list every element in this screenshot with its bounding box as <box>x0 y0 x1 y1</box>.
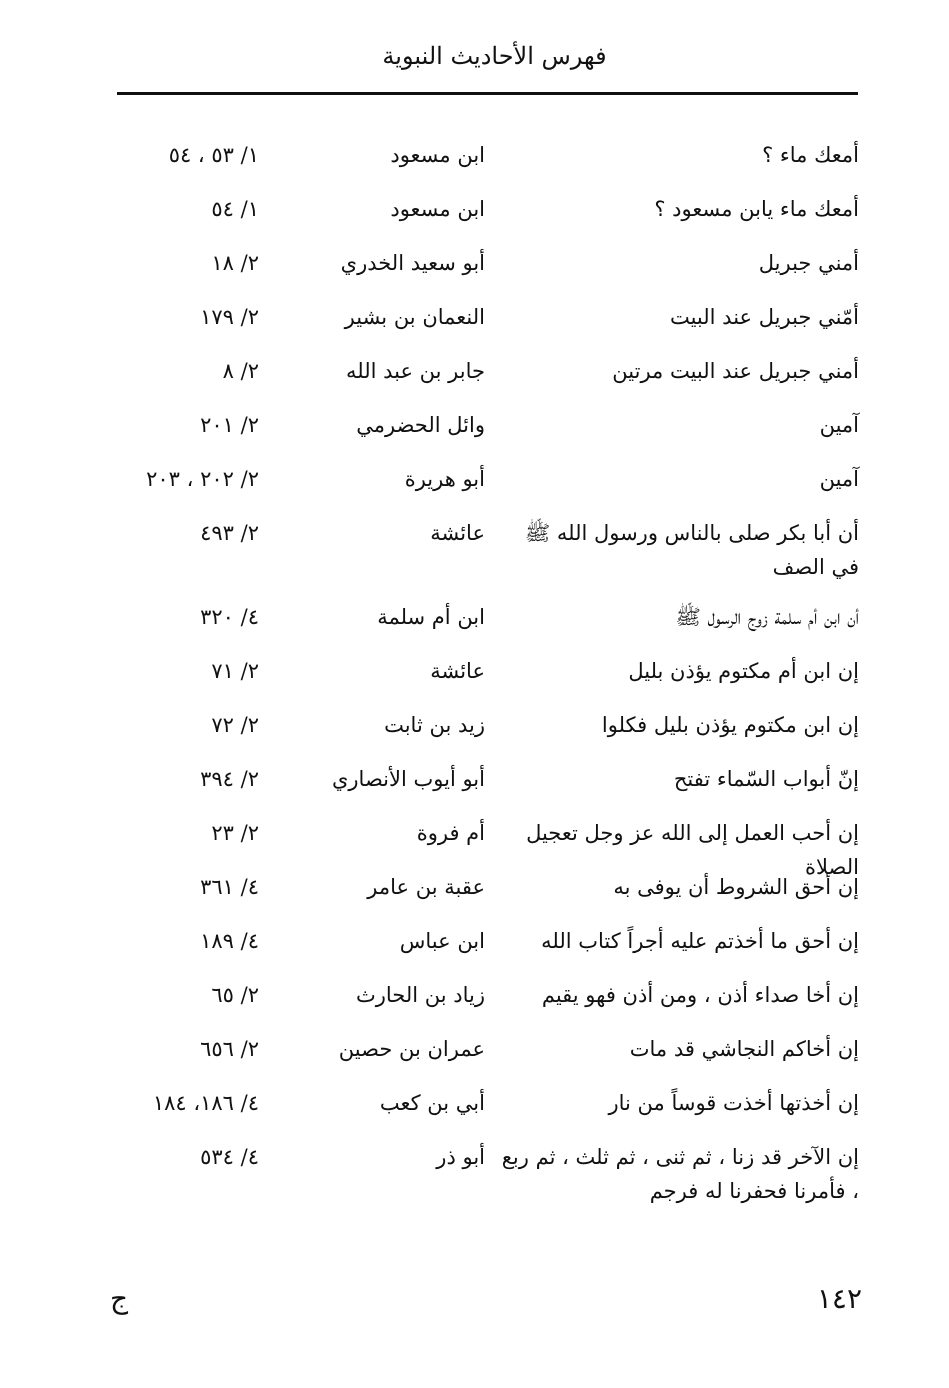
narrator-name: أبو سعيد الخدري <box>340 251 485 275</box>
narrator-name: عقبة بن عامر <box>367 875 485 899</box>
hadith-text: أمني جبريل <box>758 251 859 275</box>
volume-page-reference: ٢/ ٤٩٣ <box>200 521 259 545</box>
narrator-name: ابن مسعود <box>390 143 485 167</box>
volume-page-reference: ٢/ ٢٣ <box>211 821 259 845</box>
volume-page-reference: ٢/ ١٨ <box>211 251 259 275</box>
narrator-name: أم فروة <box>416 821 485 845</box>
narrator-name: عائشة <box>430 521 485 545</box>
volume-page-reference: ٢/ ٦٥ <box>211 983 259 1007</box>
volume-page-reference: ٢/ ١٧٩ <box>200 305 259 329</box>
volume-page-reference: ٢/ ٧١ <box>211 659 259 683</box>
narrator-name: أبو أيوب الأنصاري <box>331 767 485 791</box>
volume-mark: ج <box>110 1282 129 1315</box>
hadith-text: إن ابن أم مكتوم يؤذن بليل <box>628 659 859 683</box>
narrator-name: زيد بن ثابت <box>384 713 485 737</box>
narrator-name: أبو ذر <box>436 1145 485 1169</box>
volume-page-reference: ٢/ ٣٩٤ <box>200 767 259 791</box>
hadith-text: إن أحق الشروط أن يوفى به <box>613 875 859 899</box>
narrator-name: ابن أم سلمة <box>377 605 485 629</box>
narrator-name: النعمان بن بشير <box>344 305 485 329</box>
header-rule <box>117 92 858 95</box>
volume-page-reference: ٢/ ٢٠٢ ، ٢٠٣ <box>146 467 259 491</box>
narrator-name: زياد بن الحارث <box>355 983 485 1007</box>
narrator-name: أبو هريرة <box>404 467 485 491</box>
narrator-name: عمران بن حصين <box>338 1037 485 1061</box>
hadith-text: أمني جبريل عند البيت مرتين <box>612 359 859 383</box>
hadith-text: إنّ أبواب السّماء تفتح <box>673 767 859 791</box>
narrator-name: ابن مسعود <box>390 197 485 221</box>
volume-page-reference: ٤/ ٣٢٠ <box>200 605 259 629</box>
narrator-name: عائشة <box>430 659 485 683</box>
hadith-text: إن أحب العمل إلى الله عز وجل تعجيل الصلاة <box>526 821 859 879</box>
hadith-text: أن ابن أم سلمة زوج الرسول ﷺ <box>675 605 859 629</box>
hadith-text: آمين <box>819 467 859 491</box>
volume-page-reference: ٢/ ٦٥٦ <box>200 1037 259 1061</box>
volume-page-reference: ١/ ٥٣ ، ٥٤ <box>168 143 259 167</box>
narrator-name: أبي بن كعب <box>379 1091 485 1115</box>
narrator-name: ابن عباس <box>399 929 485 953</box>
volume-page-reference: ٤/ ١٨٩ <box>200 929 259 953</box>
volume-page-reference: ٢/ ٧٢ <box>211 713 259 737</box>
hadith-text: إن أحق ما أخذتم عليه أجراً كتاب الله <box>541 929 859 953</box>
volume-page-reference: ٤/ ٥٣٤ <box>200 1145 259 1169</box>
hadith-text: إن أخا صداء أذن ، ومن أذن فهو يقيم <box>541 983 859 1007</box>
narrator-name: جابر بن عبد الله <box>345 359 485 383</box>
hadith-text: إن الآخر قد زنا ، ثم ثنى ، ثم ثلث ، ثم ربع ، فأمرنا فحفرنا له فرجم <box>501 1145 859 1203</box>
volume-page-reference: ٤/ ١٨٦، ١٨٤ <box>152 1091 259 1115</box>
hadith-text: أمعك ماء يابن مسعود ؟ <box>654 197 859 221</box>
hadith-text: أمّني جبريل عند البيت <box>669 305 859 329</box>
volume-page-reference: ٢/ ٨ <box>222 359 259 383</box>
hadith-text: أمعك ماء ؟ <box>762 143 859 167</box>
page-number: ١٤٢ <box>816 1282 862 1315</box>
volume-page-reference: ٢/ ٢٠١ <box>200 413 259 437</box>
volume-page-reference: ٤/ ٣٦١ <box>200 875 259 899</box>
narrator-name: وائل الحضرمي <box>356 413 485 437</box>
page-header-title: فهرس الأحاديث النبوية <box>382 42 607 70</box>
hadith-text: آمين <box>819 413 859 437</box>
volume-page-reference: ١/ ٥٤ <box>211 197 259 221</box>
hadith-text: إن أخاكم النجاشي قد مات <box>629 1037 859 1061</box>
hadith-text: إن أخذتها أخذت قوساً من نار <box>608 1091 859 1115</box>
hadith-text: إن ابن مكتوم يؤذن بليل فكلوا <box>601 713 859 737</box>
hadith-text: أن أبا بكر صلى بالناس ورسول الله ﷺ في الصف <box>524 521 859 579</box>
